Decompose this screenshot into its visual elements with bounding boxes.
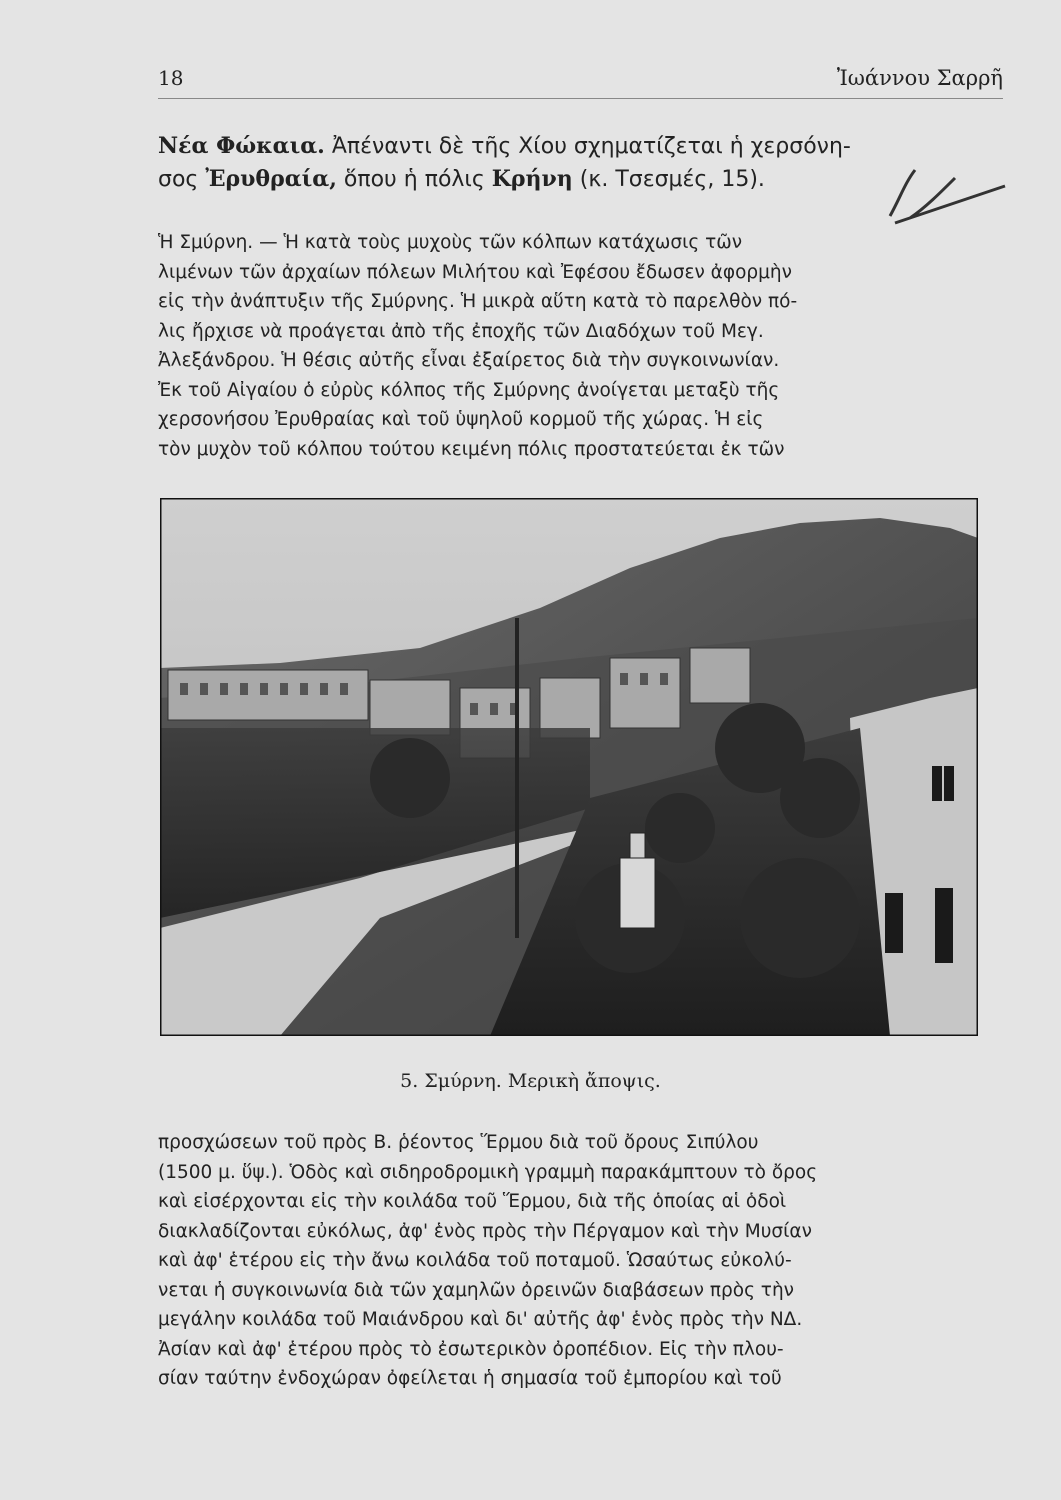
text-line: σίαν ταύτην ἐνδοχώραν ὀφείλεται ἡ σημασία τοῦ ἐμπορίου καὶ τοῦ	[158, 1368, 782, 1389]
text-line: Ἡ Σμύρνη. — Ἡ κατὰ τοὺς μυχοὺς τῶν κόλπων κατάχωσις τῶν	[158, 232, 743, 253]
header-rule	[158, 98, 1003, 99]
smyrna-photograph	[160, 498, 978, 1036]
paragraph-smyrni	[158, 228, 1003, 464]
text-line: τὸν μυχὸν τοῦ κόλπου τούτου κειμένη πόλις προστατεύεται ἐκ τῶν	[158, 438, 785, 460]
text-line: λιμένων τῶν ἀρχαίων πόλεων Μιλήτου καὶ Ἐφέσου ἔδωσεν ἀφορμὴν	[158, 261, 792, 283]
text-line: χερσονήσου Ἐρυθραίας καὶ τοῦ ὑψηλοῦ κορμοῦ τῆς χώρας. Ἡ εἰς	[158, 409, 764, 430]
term-krini: Κρήνη	[491, 166, 573, 192]
text-line: λις ἤρχισε νὰ προάγεται ἀπὸ τῆς ἐποχῆς τῶν Διαδόχων τοῦ Μεγ.	[158, 320, 764, 342]
text-line: καὶ ἀφ' ἑτέρου εἰς τὴν ἄνω κοιλάδα τοῦ ποταμοῦ. Ὡσαύτως εὐκολύ-	[158, 1250, 792, 1271]
line-content	[158, 130, 851, 163]
line-text: Ἀπέναντι δὲ τῆς Χίου σχηματίζεται ἡ χερσόνη-	[324, 134, 851, 159]
text-line: Ἐκ τοῦ Αἰγαίου ὁ εὐρὺς κόλπος τῆς Σμύρνης ἀνοίγεται μεταξὺ τῆς	[158, 379, 780, 401]
running-head: Ἰωάννου Σαρρῆ	[836, 66, 1003, 90]
text-line: μεγάλην κοιλάδα τοῦ Μαιάνδρου καὶ δι' αὐτῆς ἀφ' ἑνὸς πρὸς τὴν ΝΔ.	[158, 1309, 803, 1330]
text-line: (1500 μ. ὕψ.). Ὁδὸς καὶ σιδηροδρομικὴ γραμμὴ παρακάμπτουν τὸ ὄρος	[158, 1161, 818, 1183]
paragraph-continuation	[158, 1128, 1003, 1394]
text-line: καὶ εἰσέρχονται εἰς τὴν κοιλάδα τοῦ Ἕρμου, διὰ τῆς ὁποίας αἱ ὁδοὶ	[158, 1191, 787, 1212]
figure-caption: 5. Σμύρνη. Μερικὴ ἄποψις.	[400, 1070, 661, 1092]
page-number: 18	[158, 66, 184, 90]
term-erythraia: Ἐρυθραία,	[205, 166, 337, 192]
text-line: νεται ἡ συγκοινωνία διὰ τῶν χαμηλῶν ὀρεινῶν διαβάσεων πρὸς τὴν	[158, 1279, 795, 1301]
text-line: Ἀσίαν καὶ ἀφ' ἑτέρου πρὸς τὸ ἐσωτερικὸν ὀροπέδιον. Εἰς τὴν πλου-	[158, 1338, 784, 1360]
line-text: (κ. Τσεσμές, 15).	[572, 167, 765, 192]
text-line: εἰς τὴν ἀνάπτυξιν τῆς Σμύρνης. Ἡ μικρὰ αὕτη κατὰ τὸ παρελθὸν πό-	[158, 291, 798, 312]
term-nea-fokaia: Νέα Φώκαια.	[158, 133, 325, 159]
text-line: προσχώσεων τοῦ πρὸς Β. ῥέοντος Ἕρμου διὰ τοῦ ὄρους Σιπύλου	[158, 1132, 759, 1153]
text-line: Ἀλεξάνδρου. Ἡ θέσις αὐτῆς εἶναι ἐξαίρετος διὰ τὴν συγκοινωνίαν.	[158, 350, 780, 371]
line-content	[158, 163, 765, 196]
text-line: διακλαδίζονται εὐκόλως, ἀφ' ἑνὸς πρὸς τὴν Πέργαμον καὶ τὴν Μυσίαν	[158, 1220, 812, 1242]
handwritten-mark	[870, 158, 1010, 228]
line-text: ὅπου ἡ πόλις	[336, 167, 492, 192]
line-text: σος	[158, 167, 206, 192]
page-header	[158, 62, 1003, 96]
